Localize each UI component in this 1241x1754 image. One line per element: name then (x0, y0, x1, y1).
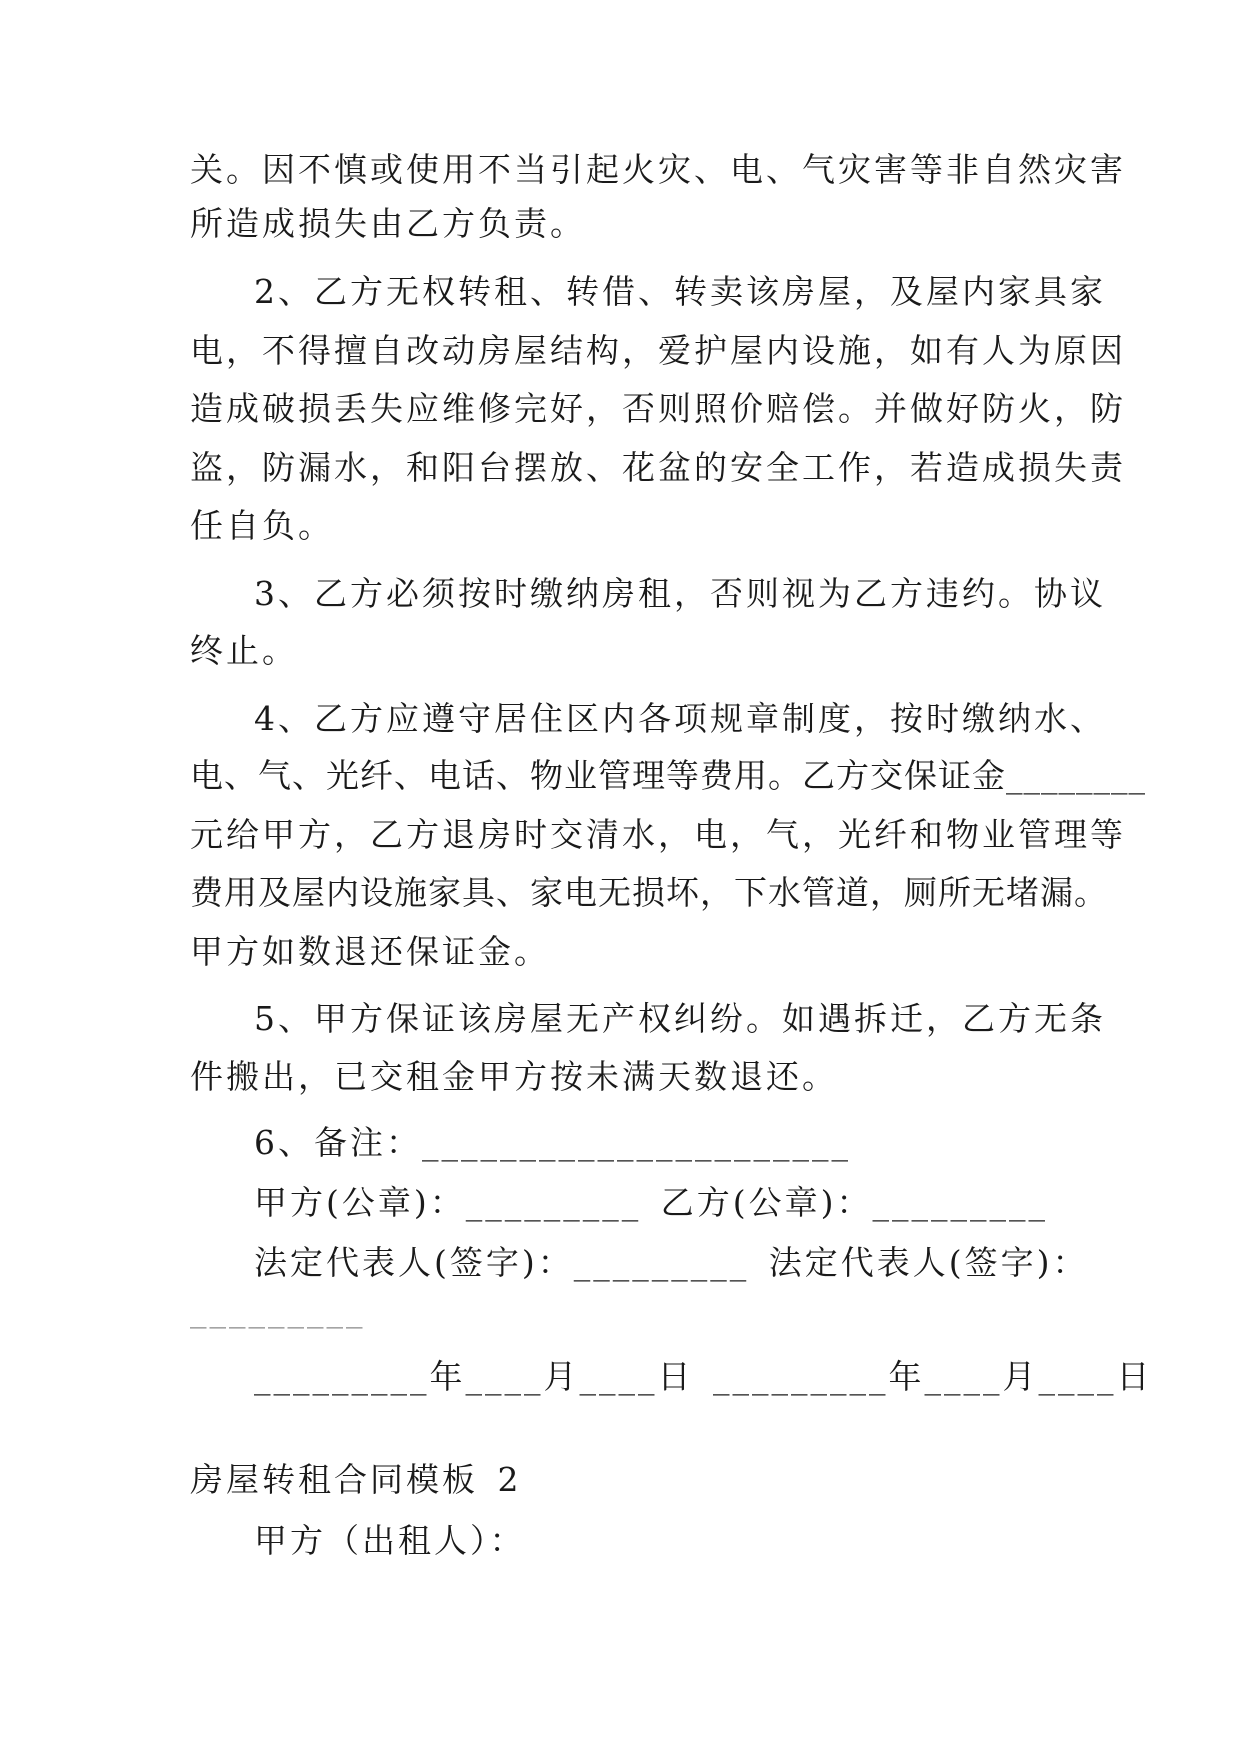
date-line: _________年____月____日 _________年____月____日 (254, 1357, 1153, 1396)
paragraph-line: 件搬出，已交租金甲方按未满天数退还。 (190, 1057, 838, 1096)
paragraph-line: 造成破损丢失应维修完好，否则照价赔偿。并做好防火，防 (190, 389, 1126, 428)
legal-representative-line: 法定代表人(签字)：_________ 法定代表人(签字)： (254, 1243, 1089, 1282)
seal-line: 甲方(公章)：_________ 乙方(公章)：_________ (254, 1183, 1048, 1222)
clause-5-line: 5、甲方保证该房屋无产权纠纷。如遇拆迁，乙方无条 (254, 999, 1106, 1038)
clause-3-line: 3、乙方必须按时缴纳房租，否则视为乙方违约。协议 (254, 574, 1106, 613)
paragraph-line: 甲方如数退还保证金。 (190, 932, 550, 971)
clause-4-line: 4、乙方应遵守居住区内各项规章制度，按时缴纳水、 (254, 699, 1106, 738)
paragraph-line: 电、气、光纤、电话、物业管理等费用。乙方交保证金________ (190, 756, 1146, 795)
remarks-line: 6、备注：______________________ (254, 1123, 851, 1162)
paragraph-line: 盗，防漏水，和阳台摆放、花盆的安全工作，若造成损失责 (190, 448, 1126, 487)
paragraph-line: 元给甲方，乙方退房时交清水，电，气，光纤和物业管理等 (190, 815, 1126, 854)
party-a-line: 甲方（出租人）： (254, 1521, 526, 1560)
paragraph-line: 关。因不慎或使用不当引起火灾、电、气灾害等非自然灾害 (190, 150, 1126, 189)
paragraph-line: 电，不得擅自改动房屋结构，爱护屋内设施，如有人为原因 (190, 331, 1126, 370)
paragraph-line: 所造成损失由乙方负责。 (190, 204, 586, 243)
section-title: 房屋转租合同模板 2 (190, 1460, 522, 1499)
paragraph-line: 任自负。 (190, 506, 334, 545)
signature-blank: _________ (190, 1290, 366, 1329)
paragraph-line: 终止。 (190, 631, 298, 670)
clause-2-line: 2、乙方无权转租、转借、转卖该房屋，及屋内家具家 (254, 272, 1106, 311)
paragraph-line: 费用及屋内设施家具、家电无损坏，下水管道，厕所无堵漏。 (190, 873, 1108, 912)
